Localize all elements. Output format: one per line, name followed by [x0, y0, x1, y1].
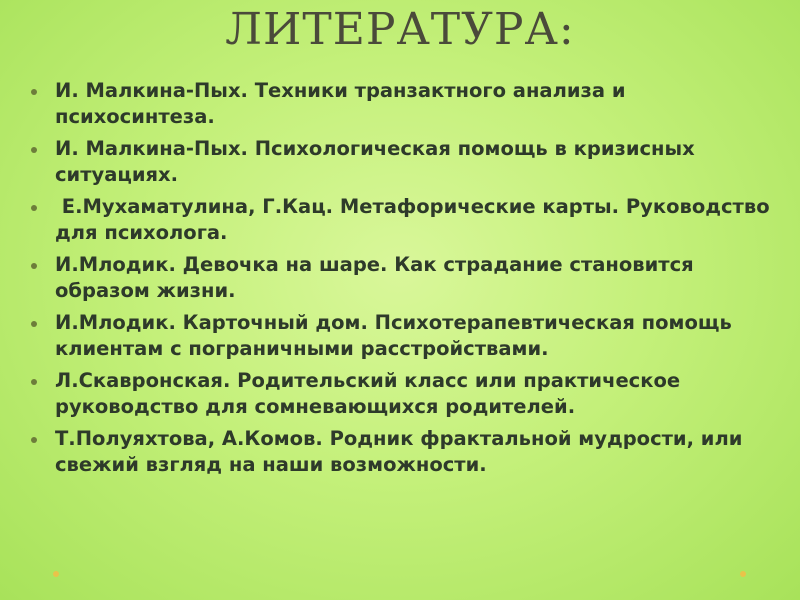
bullet-icon: [31, 263, 37, 269]
list-item: [25, 78, 785, 130]
list-item-text: Л.Скавронская. Родительский класс или практическое руководство для сомневающихся родителей.: [55, 369, 681, 418]
list-item: [25, 310, 785, 362]
list-item: [25, 252, 785, 304]
decorative-dot-icon: [740, 571, 746, 577]
bullet-icon: [31, 89, 37, 95]
list-item-text: И.Млодик. Карточный дом. Психотерапевтическая помощь клиентам с пограничными расстройствами.: [55, 311, 732, 360]
bibliography-list: [25, 78, 785, 484]
list-item: [25, 426, 785, 478]
decorative-dot-icon: [53, 571, 59, 577]
list-item-text: И. Малкина-Пых. Психологическая помощь в кризисных ситуациях.: [55, 137, 695, 186]
list-item-text: И. Малкина-Пых. Техники транзактного анализа и психосинтеза.: [55, 79, 626, 128]
bullet-icon: [31, 379, 37, 385]
list-item: [25, 194, 785, 246]
list-item: [25, 136, 785, 188]
bullet-icon: [31, 205, 37, 211]
bullet-icon: [31, 321, 37, 327]
bullet-icon: [31, 147, 37, 153]
bullet-icon: [31, 437, 37, 443]
list-item-text: И.Млодик. Девочка на шаре. Как страдание становится образом жизни.: [55, 253, 694, 302]
slide-title: ЛИТЕРАТУРА:: [225, 4, 575, 55]
list-item-text: Е.Мухаматулина, Г.Кац. Метафорические карты. Руководство для психолога.: [55, 195, 777, 244]
list-item-text: Т.Полуяхтова, А.Комов. Родник фрактальной мудрости, или свежий взгляд на наши возможности.: [55, 427, 743, 476]
list-item: [25, 368, 785, 420]
